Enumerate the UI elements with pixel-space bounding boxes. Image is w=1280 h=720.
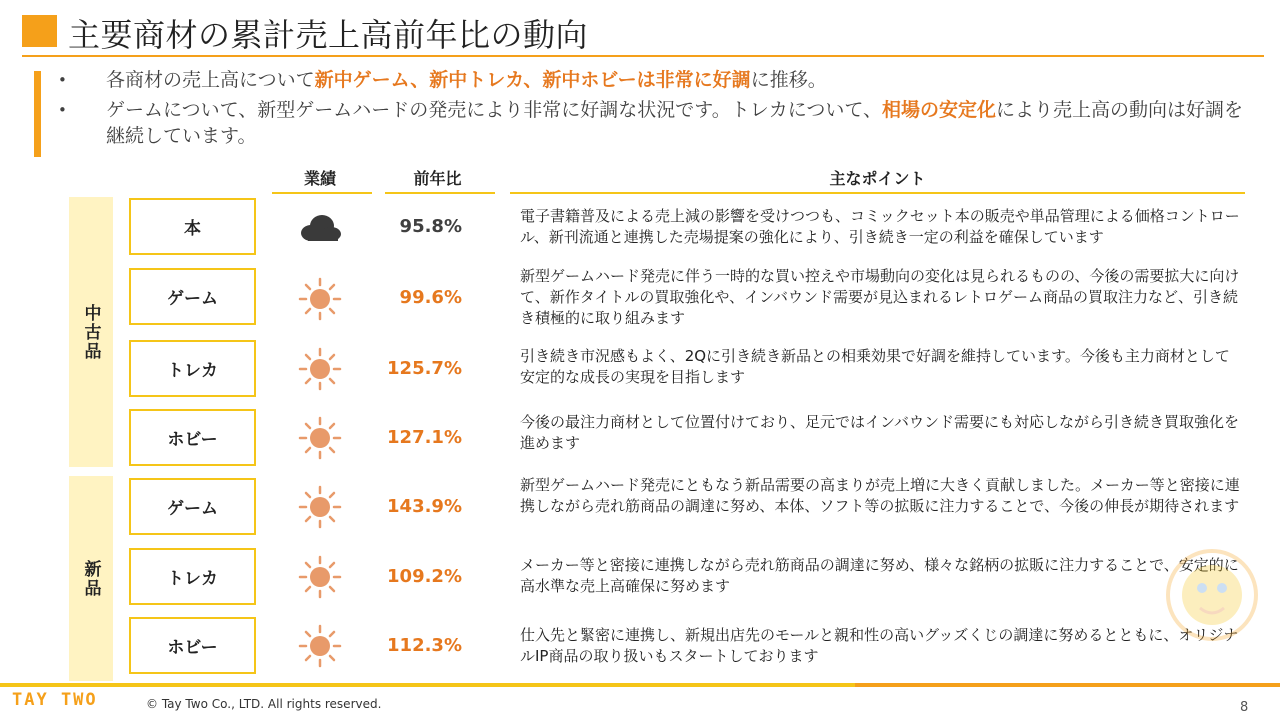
key-point: メーカー等と密接に連携しながら売れ筋商品の調達に努め、様々な銘柄の拡販に注力することで、安定的に高水準な売上高確保に努めます (520, 556, 1239, 595)
yoy-ratio: 95.8% (399, 216, 462, 237)
summary-bullets (58, 67, 1248, 153)
yoy-ratio: 99.6% (399, 287, 462, 308)
header-rule-points (510, 192, 1245, 194)
yoy-ratio: 143.9% (387, 496, 462, 517)
bullet-2-tail: により売上高の動向は好調を継続しています。 (106, 99, 1243, 147)
category-box: トレカ (129, 340, 256, 397)
sun-icon (296, 624, 344, 668)
bullet-2-text: ゲームについて、新型ゲームハードの発売により非常に好調な状況です。トレカについて、 (106, 99, 882, 121)
bullet-2-highlight: 相場の安定化 (881, 99, 996, 121)
mascot-watermark (1150, 520, 1260, 670)
category-box: トレカ (129, 548, 256, 605)
sun-icon (296, 347, 344, 391)
copyright-text: © Tay Two Co., LTD. All rights reserved. (146, 697, 382, 711)
sun-icon (296, 555, 344, 599)
page-title: 主要商材の累計売上高前年比の動向 (68, 16, 589, 54)
header-points: 主なポイント (829, 169, 926, 188)
footer-divider-accent (855, 683, 1280, 687)
cloud-icon (296, 205, 344, 249)
key-point: 電子書籍普及による売上減の影響を受けつつも、コミックセット本の販売や単品管理による価格コントロール、新刊流通と連携した売場提案の強化により、引き続き一定の利益を確保しています (520, 207, 1240, 246)
sun-icon (296, 277, 344, 321)
bullet-2 (58, 97, 1248, 149)
category-box: ゲーム (129, 268, 256, 325)
header-yoy: 前年比 (413, 169, 462, 188)
key-point: 仕入先と緊密に連携し、新規出店先のモールと親和性の高いグッズくじの調達に努めるとともに、オリジナルIP商品の取り扱いもスタートしております (520, 626, 1239, 665)
bullet-1-text: 各商材の売上高について (106, 69, 315, 91)
bullet-accent-bar (34, 71, 41, 157)
category-box: ホビー (129, 409, 256, 466)
key-point: 引き続き市況感もよく、2Qに引き続き新品との相乗効果で好調を維持しています。今後も主力商材として安定的な成長の実現を目指します (520, 347, 1230, 386)
bullet-1 (58, 67, 1248, 93)
section-label-new: 新品 (80, 559, 101, 598)
yoy-ratio: 125.7% (387, 358, 462, 379)
title-divider (22, 55, 1264, 57)
section-label-used: 中古品 (80, 303, 101, 361)
category-box: 本 (129, 198, 256, 255)
header-rule-performance (272, 192, 372, 194)
yoy-ratio: 127.1% (387, 427, 462, 448)
category-box: ゲーム (129, 478, 256, 535)
key-point: 新型ゲームハード発売にともなう新品需要の高まりが売上増に大きく貢献しました。メーカー等と密接に連携しながら売れ筋商品の調達に努め、本体、ソフト等の拡販に注力することで、今後の伸長が期待されます (520, 476, 1240, 515)
category-box: ホビー (129, 617, 256, 674)
page-number: 8 (1240, 700, 1249, 715)
bullet-marker: • (58, 71, 67, 89)
header-performance: 業績 (303, 169, 336, 188)
company-logo: TAY TWO (12, 690, 98, 710)
bullet-1-tail: に推移。 (750, 69, 827, 91)
bullet-1-highlight: 新中ゲーム、新中トレカ、新中ホビーは非常に好調 (314, 69, 751, 91)
yoy-ratio: 112.3% (387, 635, 462, 656)
sun-icon (296, 416, 344, 460)
key-point: 新型ゲームハード発売に伴う一時的な買い控えや市場動向の変化は見られるものの、今後の需要拡大に向けて、新作タイトルの買取強化や、インバウンド需要が見込まれるレトロゲーム商品の買取注力など、引き続き積極的に取り組みます (520, 267, 1240, 327)
title-marker (22, 15, 57, 47)
sun-icon (296, 485, 344, 529)
yoy-ratio: 109.2% (387, 566, 462, 587)
bullet-marker: • (58, 101, 67, 119)
key-point: 今後の最注力商材として位置付けており、足元ではインバウンド需要にも対応しながら引き続き買取強化を進めます (520, 413, 1239, 452)
header-rule-yoy (385, 192, 495, 194)
